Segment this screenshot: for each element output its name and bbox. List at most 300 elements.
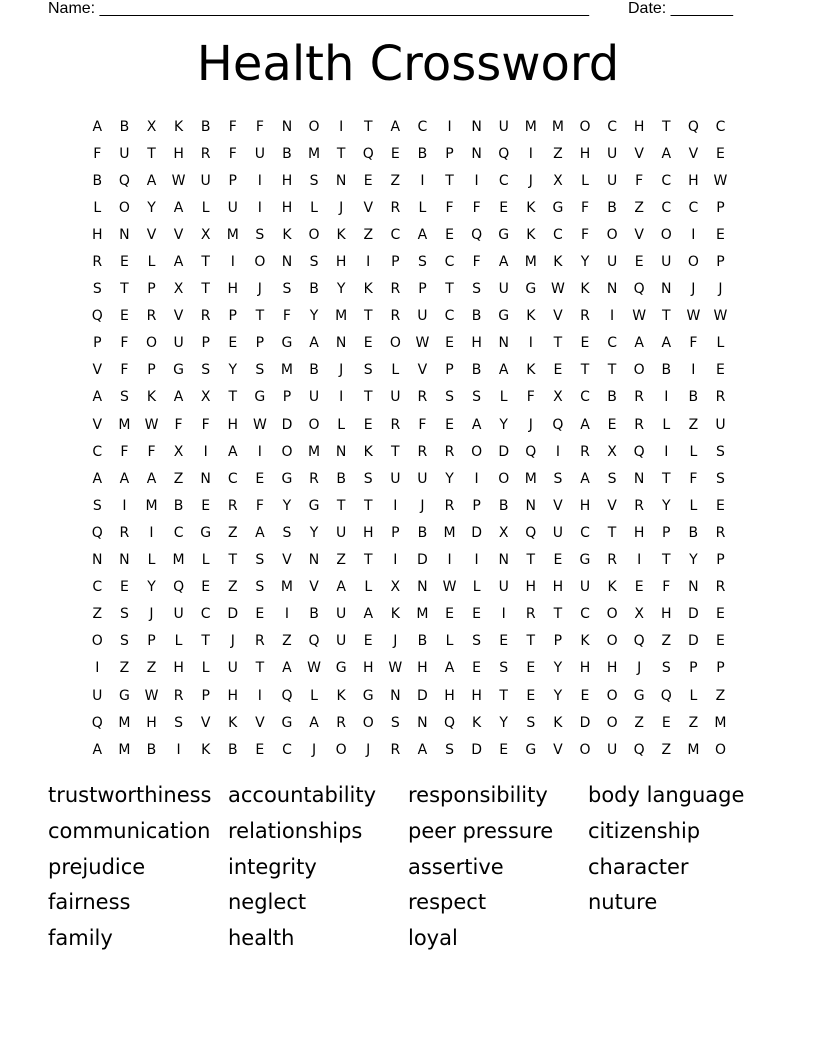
grid-letter: O (145, 335, 158, 352)
grid-letter: L (689, 687, 698, 704)
grid-letter: L (499, 389, 509, 406)
grid-letter: H (661, 606, 673, 623)
grid-letter: M (118, 714, 131, 731)
grid-letter: U (498, 118, 510, 135)
word-list-item: peer pressure (408, 818, 554, 843)
grid-letter: E (716, 606, 726, 623)
grid-letter: S (309, 172, 319, 189)
grid-letter: F (472, 199, 482, 216)
grid-letter: F (228, 145, 238, 162)
grid-letter: B (146, 741, 157, 758)
grid-letter: A (390, 118, 401, 135)
grid-letter: M (308, 443, 321, 460)
grid-letter: E (526, 660, 536, 677)
grid-letter: V (553, 741, 564, 758)
grid-letter: O (308, 416, 321, 433)
grid-letter: T (363, 552, 374, 569)
grid-letter: H (471, 335, 483, 352)
grid-letter: I (501, 606, 507, 623)
grid-letter: F (147, 443, 157, 460)
grid-letter: J (311, 741, 317, 758)
grid-letter: G (173, 362, 185, 379)
grid-letter: D (579, 714, 591, 731)
grid-letter: Y (499, 714, 509, 731)
grid-letter: V (200, 714, 211, 731)
grid-letter: E (445, 226, 455, 243)
grid-letter: K (282, 226, 293, 243)
grid-letter: U (715, 416, 727, 433)
grid-letter: Z (390, 172, 401, 189)
grid-letter: S (92, 497, 103, 514)
grid-letter: T (363, 308, 374, 325)
word-list-item: prejudice (48, 854, 146, 879)
grid-letter: E (716, 362, 726, 379)
grid-letter: O (91, 633, 104, 650)
grid-letter: H (227, 416, 239, 433)
grid-letter: R (309, 470, 320, 487)
grid-letter: A (580, 470, 591, 487)
grid-letter: A (498, 362, 509, 379)
grid-letter: J (637, 660, 642, 677)
grid-letter: Y (553, 660, 563, 677)
grid-letter: O (579, 741, 591, 758)
grid-letter: P (445, 145, 455, 162)
grid-letter: C (200, 606, 212, 623)
grid-letter: T (336, 497, 346, 514)
grid-letter: X (553, 389, 564, 406)
grid-letter: B (607, 389, 618, 406)
grid-letter: N (119, 552, 131, 569)
grid-letter: I (420, 172, 425, 189)
grid-letter: W (415, 335, 430, 352)
grid-letter: F (93, 145, 102, 162)
grid-letter: F (120, 335, 129, 352)
grid-letter: K (472, 714, 482, 731)
grid-letter: P (553, 633, 563, 650)
grid-letter: D (281, 416, 293, 433)
grid-letter: A (92, 470, 103, 487)
grid-letter: M (524, 470, 538, 487)
grid-letter: R (119, 524, 130, 541)
grid-letter: T (120, 281, 130, 298)
grid-letter: H (606, 660, 618, 677)
grid-letter: E (363, 633, 374, 650)
grid-letter: E (553, 552, 563, 569)
word-list (48, 777, 768, 956)
grid-letter: K (580, 633, 591, 650)
grid-letter: M (226, 226, 240, 243)
grid-letter: T (661, 470, 672, 487)
grid-letter: S (390, 714, 401, 731)
grid-letter: J (230, 633, 236, 650)
grid-letter: H (227, 687, 239, 704)
grid-letter: W (144, 687, 159, 704)
grid-letter: A (634, 335, 645, 352)
grid-letter: Y (661, 497, 672, 514)
grid-letter: C (580, 524, 591, 541)
grid-letter: N (471, 118, 483, 135)
grid-letter: T (363, 118, 374, 135)
grid-letter: I (257, 443, 263, 460)
grid-letter: R (146, 308, 157, 325)
grid-letter: S (716, 470, 726, 487)
grid-letter: E (390, 145, 401, 162)
grid-letter: C (607, 335, 618, 352)
grid-letter: N (633, 470, 645, 487)
grid-letter: C (417, 118, 428, 135)
grid-letter: U (552, 524, 564, 541)
grid-letter: F (120, 362, 129, 379)
grid-letter: M (714, 714, 727, 731)
grid-letter: E (499, 741, 509, 758)
grid-letter: A (309, 335, 320, 352)
grid-letter: R (580, 308, 591, 325)
grid-letter: M (524, 254, 538, 271)
grid-letter: S (472, 281, 482, 298)
grid-letter: N (661, 281, 672, 298)
grid-letter: K (526, 226, 536, 243)
grid-letter: S (92, 281, 103, 298)
grid-letter: B (498, 497, 509, 514)
grid-letter: C (227, 470, 239, 487)
grid-letter: M (416, 606, 429, 623)
grid-letter: A (444, 660, 455, 677)
word-list-item: communication (48, 818, 211, 843)
grid-letter: O (308, 226, 321, 243)
grid-letter: K (526, 199, 536, 216)
grid-letter: A (498, 254, 509, 271)
grid-letter: I (257, 199, 263, 216)
grid-letter: Z (336, 552, 347, 569)
grid-letter: T (255, 660, 265, 677)
grid-letter: N (119, 226, 131, 243)
grid-letter: B (282, 145, 293, 162)
grid-letter: K (363, 281, 374, 298)
grid-letter: W (171, 172, 186, 189)
grid-letter: E (472, 660, 482, 677)
grid-letter: G (118, 687, 131, 704)
grid-letter: M (280, 579, 294, 596)
grid-letter: K (173, 118, 184, 135)
grid-letter: K (228, 714, 238, 731)
grid-letter: I (447, 552, 453, 569)
grid-letter: H (335, 254, 347, 271)
grid-letter: I (339, 118, 344, 135)
grid-letter: L (310, 687, 319, 704)
grid-letter: G (281, 335, 293, 352)
grid-letter: Z (227, 579, 239, 596)
grid-letter: L (364, 579, 373, 596)
grid-letter: I (95, 660, 100, 677)
grid-letter: C (715, 118, 726, 135)
grid-letter: Z (634, 199, 645, 216)
grid-letter: O (687, 254, 700, 271)
grid-letter: T (553, 606, 563, 623)
grid-letter: Q (91, 524, 104, 541)
grid-letter: R (607, 552, 618, 569)
grid-letter: X (173, 281, 184, 298)
grid-letter: Z (92, 606, 103, 623)
grid-letter: I (691, 362, 696, 379)
grid-letter: W (550, 281, 566, 298)
word-list-item: nuture (588, 890, 658, 915)
grid-letter: P (228, 172, 238, 189)
grid-letter: T (336, 145, 346, 162)
grid-letter: Q (281, 687, 293, 704)
grid-letter: S (472, 633, 482, 650)
grid-letter: Q (118, 172, 131, 189)
word-list-item: respect (408, 890, 487, 915)
grid-letter: G (362, 687, 375, 704)
grid-letter: R (336, 714, 347, 731)
grid-letter: P (716, 660, 726, 677)
grid-letter: Q (660, 687, 673, 704)
grid-letter: S (661, 660, 672, 677)
grid-letter: I (203, 443, 209, 460)
grid-letter: R (525, 606, 537, 623)
grid-letter: X (607, 443, 618, 460)
grid-letter: I (555, 443, 561, 460)
word-list-item: citizenship (588, 818, 701, 843)
grid-letter: E (255, 606, 265, 623)
grid-letter: L (201, 660, 211, 677)
grid-letter: O (335, 741, 348, 758)
grid-letter: K (363, 443, 374, 460)
grid-letter: C (444, 254, 455, 271)
grid-letter: R (444, 497, 455, 514)
grid-letter: G (498, 226, 510, 243)
grid-letter: B (200, 118, 211, 135)
grid-letter: H (471, 687, 483, 704)
grid-letter: E (716, 145, 726, 162)
word-list-item: loyal (408, 926, 458, 951)
grid-letter: Q (308, 633, 321, 650)
grid-letter: I (528, 145, 534, 162)
grid-letter: A (227, 443, 239, 460)
grid-letter: O (579, 118, 591, 135)
grid-letter: P (662, 524, 671, 541)
grid-letter: H (579, 660, 591, 677)
grid-letter: X (498, 524, 509, 541)
grid-letter: A (471, 416, 482, 433)
grid-letter: W (307, 660, 322, 677)
grid-letter: Z (715, 687, 726, 704)
grid-letter: V (417, 362, 428, 379)
grid-letter: B (607, 199, 618, 216)
grid-letter: I (393, 497, 398, 514)
grid-letter: A (282, 660, 293, 677)
grid-letter: N (281, 118, 293, 135)
grid-letter: K (580, 281, 591, 298)
grid-letter: G (552, 199, 564, 216)
grid-letter: N (471, 145, 483, 162)
grid-letter: W (713, 172, 728, 189)
grid-letter: C (661, 199, 672, 216)
grid-letter: J (339, 199, 344, 216)
word-list-item: assertive (408, 854, 504, 879)
grid-letter: A (580, 416, 591, 433)
grid-letter: I (257, 687, 263, 704)
grid-letter: G (308, 497, 320, 514)
grid-letter: Z (661, 633, 672, 650)
grid-letter: P (716, 254, 726, 271)
grid-letter: X (146, 118, 157, 135)
grid-letter: V (363, 199, 374, 216)
grid-letter: U (390, 470, 401, 487)
grid-letter: L (310, 199, 319, 216)
grid-letter: S (255, 579, 265, 596)
grid-letter: E (255, 741, 265, 758)
grid-letter: W (713, 308, 728, 325)
grid-letter: O (389, 335, 402, 352)
grid-letter: R (227, 497, 239, 514)
grid-letter: P (228, 308, 238, 325)
grid-letter: R (715, 524, 726, 541)
grid-letter: B (227, 741, 239, 758)
grid-letter: C (498, 172, 510, 189)
grid-letter: Q (498, 145, 510, 162)
grid-letter: N (92, 552, 104, 569)
grid-letter: G (525, 741, 537, 758)
grid-letter: S (445, 389, 455, 406)
grid-letter: O (606, 226, 619, 243)
date-field: Date: _______ (628, 0, 733, 17)
grid-letter: G (335, 660, 348, 677)
grid-letter: Q (633, 281, 646, 298)
grid-letter: P (201, 335, 211, 352)
grid-letter: Q (173, 579, 185, 596)
grid-letter: L (581, 172, 590, 189)
grid-letter: Q (525, 443, 537, 460)
page-title: Health Crossword (196, 36, 620, 92)
grid-letter: Q (471, 226, 483, 243)
grid-letter: Y (336, 281, 346, 298)
letter-grid (84, 113, 734, 763)
grid-letter: V (309, 579, 320, 596)
grid-letter: E (716, 226, 726, 243)
name-field: Name: _______________________________________________________ (48, 0, 589, 17)
grid-letter: M (145, 497, 159, 514)
grid-letter: H (281, 199, 293, 216)
grid-letter: T (228, 389, 238, 406)
grid-letter: K (390, 606, 401, 623)
grid-letter: F (662, 579, 671, 596)
grid-letter: J (149, 606, 155, 623)
grid-letter: F (580, 226, 590, 243)
grid-letter: V (282, 552, 293, 569)
grid-letter: A (119, 470, 130, 487)
grid-letter: E (201, 497, 211, 514)
grid-letter: A (661, 335, 672, 352)
grid-letter: Q (91, 714, 104, 731)
grid-letter: Y (282, 497, 292, 514)
grid-letter: Z (688, 416, 699, 433)
grid-letter: V (255, 714, 266, 731)
grid-letter: A (173, 199, 184, 216)
grid-letter: O (714, 741, 727, 758)
grid-letter: Q (525, 524, 537, 541)
grid-letter: B (309, 606, 320, 623)
grid-letter: O (254, 254, 266, 271)
grid-letter: B (173, 497, 184, 514)
grid-letter: L (716, 335, 725, 352)
grid-letter: H (227, 281, 239, 298)
grid-letter: H (579, 145, 591, 162)
grid-letter: Z (661, 741, 672, 758)
grid-letter: I (447, 118, 453, 135)
grid-letter: Y (499, 416, 509, 433)
grid-letter: X (173, 443, 184, 460)
grid-letter: Z (688, 714, 699, 731)
grid-letter: P (391, 524, 401, 541)
grid-letter: U (200, 172, 212, 189)
grid-letter: S (201, 362, 211, 379)
grid-letter: C (92, 443, 103, 460)
grid-letter: T (201, 633, 211, 650)
grid-letter: U (173, 606, 185, 623)
grid-letter: Q (552, 416, 564, 433)
grid-letter: T (445, 281, 455, 298)
grid-letter: U (336, 606, 347, 623)
grid-letter: I (176, 741, 182, 758)
grid-letter: S (282, 281, 292, 298)
grid-letter: Z (146, 660, 157, 677)
grid-letter: H (173, 660, 185, 677)
grid-letter: P (472, 497, 482, 514)
grid-letter: F (282, 308, 292, 325)
grid-letter: O (606, 687, 619, 704)
grid-letter: V (92, 416, 103, 433)
grid-letter: Q (687, 118, 700, 135)
grid-letter: U (606, 254, 618, 271)
grid-letter: Y (228, 362, 238, 379)
grid-letter: M (443, 524, 457, 541)
grid-letter: E (445, 416, 455, 433)
grid-letter: J (339, 362, 344, 379)
grid-letter: N (498, 552, 510, 569)
grid-letter: H (525, 579, 537, 596)
grid-letter: Z (282, 633, 293, 650)
grid-letter: L (662, 416, 671, 433)
grid-letter: R (715, 389, 726, 406)
grid-letter: N (606, 281, 618, 298)
grid-letter: H (173, 145, 185, 162)
grid-letter: A (146, 172, 157, 189)
grid-letter: T (661, 552, 672, 569)
grid-letter: K (607, 579, 618, 596)
grid-letter: R (390, 741, 401, 758)
grid-letter: E (201, 579, 211, 596)
grid-letter: U (606, 172, 618, 189)
grid-letter: G (281, 470, 293, 487)
grid-letter: B (417, 145, 428, 162)
grid-letter: F (255, 118, 265, 135)
grid-letter: A (92, 389, 103, 406)
grid-letter: Q (633, 443, 646, 460)
grid-letter: L (445, 633, 454, 650)
grid-letter: P (716, 199, 726, 216)
grid-letter: E (716, 497, 726, 514)
grid-letter: P (282, 389, 292, 406)
grid-letter: E (228, 335, 238, 352)
grid-letter: H (146, 714, 158, 731)
grid-letter: B (661, 362, 672, 379)
grid-letter: R (417, 443, 428, 460)
grid-letter: U (417, 308, 429, 325)
grid-letter: F (201, 416, 211, 433)
grid-letter: N (688, 579, 700, 596)
grid-letter: T (526, 633, 536, 650)
